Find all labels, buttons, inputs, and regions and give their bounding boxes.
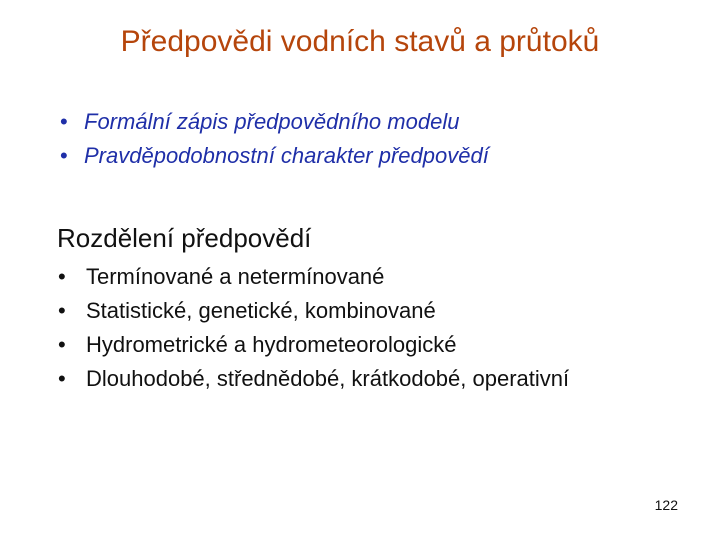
bullet-icon: •: [60, 109, 68, 134]
list-item: [58, 260, 569, 294]
bullet-icon: •: [58, 366, 66, 391]
section-list: [58, 260, 569, 396]
list-item-text: Formální zápis předpovědního modelu: [84, 109, 460, 134]
list-item-text: Pravděpodobnostní charakter předpovědí: [84, 143, 489, 168]
list-item: [58, 362, 569, 396]
list-item-text: Hydrometrické a hydrometeorologické: [86, 332, 457, 357]
list-item: [60, 105, 489, 139]
section-heading: Rozdělení předpovědí: [57, 223, 312, 253]
list-item-text: Termínované a netermínované: [86, 264, 385, 289]
slide-title: Předpovědi vodních stavů a průtoků: [120, 25, 600, 58]
intro-list: [60, 105, 489, 173]
list-item: [58, 328, 569, 362]
bullet-icon: •: [58, 264, 66, 289]
page-number: 122: [654, 497, 678, 513]
list-item-text: Statistické, genetické, kombinované: [86, 298, 436, 323]
bullet-icon: •: [58, 332, 66, 357]
list-item: [58, 294, 569, 328]
list-item: [60, 139, 489, 173]
list-item-text: Dlouhodobé, střednědobé, krátkodobé, operativní: [86, 366, 570, 391]
bullet-icon: •: [60, 143, 68, 168]
bullet-icon: •: [58, 298, 66, 323]
